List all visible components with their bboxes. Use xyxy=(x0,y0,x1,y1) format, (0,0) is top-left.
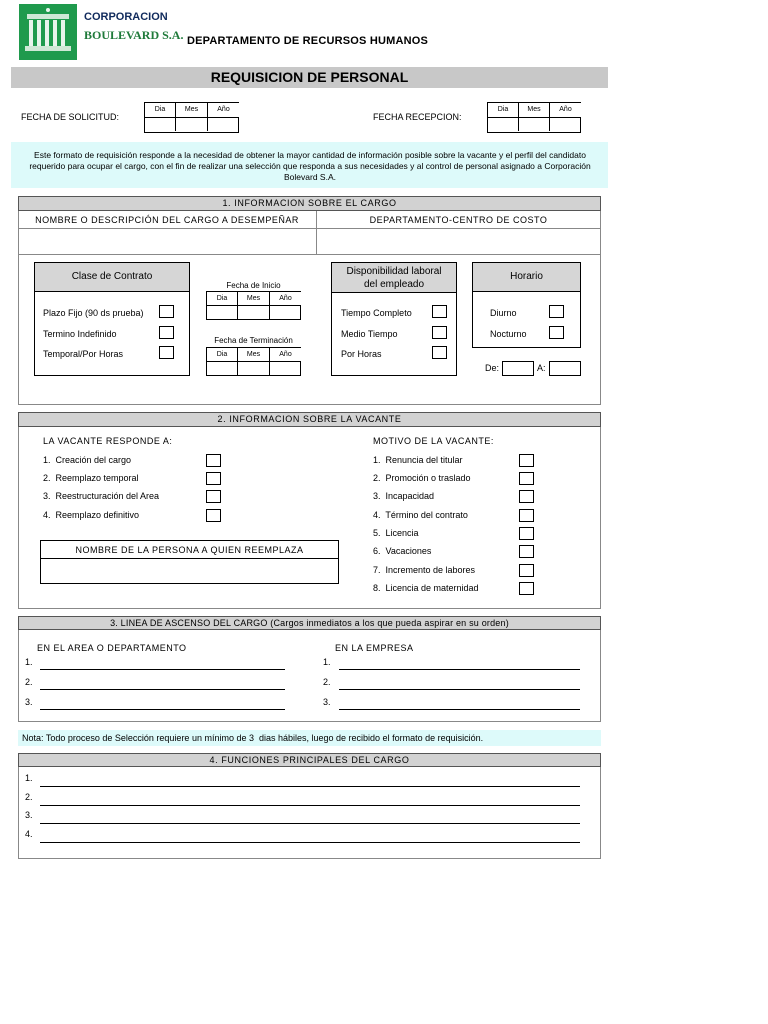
request-date-label: FECHA DE SOLICITUD: xyxy=(21,112,120,122)
function-line-3[interactable] xyxy=(40,823,580,824)
function-line-4[interactable] xyxy=(40,842,580,843)
section1-header: 1. INFORMACION SOBRE EL CARGO xyxy=(18,196,601,211)
function-number-3: 3. xyxy=(25,810,33,820)
start-day-cell[interactable] xyxy=(207,305,238,319)
contract-type-title: Clase de Contrato xyxy=(35,263,189,292)
reception-date-label: FECHA RECEPCION: xyxy=(373,112,462,122)
company-ladder-number-3: 3. xyxy=(323,697,331,707)
reason-option-7-checkbox[interactable] xyxy=(519,564,534,577)
end-day-cell[interactable] xyxy=(207,361,238,375)
reason-option-1: 1. Renuncia del titular xyxy=(373,455,463,465)
reception-day-cell[interactable] xyxy=(488,117,519,131)
area-ladder-number-3: 3. xyxy=(25,697,33,707)
start-month-header: Mes xyxy=(238,292,270,305)
availability-option-3-checkbox[interactable] xyxy=(432,346,447,359)
reception-month-cell[interactable] xyxy=(519,117,550,131)
end-year-cell[interactable] xyxy=(270,361,301,375)
section4-header: 4. FUNCIONES PRINCIPALES DEL CARGO xyxy=(18,753,601,767)
contract-option-3: Temporal/Por Horas xyxy=(43,349,124,359)
company-name-line2: BOULEVARD S.A. xyxy=(84,28,184,42)
availability-option-1: Tiempo Completo xyxy=(341,308,412,318)
reason-option-4-checkbox[interactable] xyxy=(519,509,534,522)
end-year-header: Año xyxy=(270,348,301,361)
reason-option-6-checkbox[interactable] xyxy=(519,545,534,558)
area-ladder-line-3[interactable] xyxy=(40,709,285,710)
responds-option-3-checkbox[interactable] xyxy=(206,490,221,503)
company-name-line1: CORPORACION xyxy=(84,11,168,23)
schedule-title: Horario xyxy=(473,263,580,292)
responds-option-3: 3. Reestructuración del Area xyxy=(43,491,160,501)
start-date-grid[interactable] xyxy=(206,291,301,320)
request-day-cell[interactable] xyxy=(145,117,176,131)
availability-title-line1: Disponibilidad laboral xyxy=(346,266,442,277)
reason-option-3-checkbox[interactable] xyxy=(519,490,534,503)
request-year-cell[interactable] xyxy=(208,117,239,131)
schedule-from-input[interactable] xyxy=(502,361,534,376)
company-ladder-line-1[interactable] xyxy=(339,669,580,670)
section2-header: 2. INFORMACION SOBRE LA VACANTE xyxy=(18,412,601,427)
reason-option-2-checkbox[interactable] xyxy=(519,472,534,485)
reason-option-4: 4. Término del contrato xyxy=(373,510,468,520)
responds-option-4: 4. Reemplazo definitivo xyxy=(43,510,140,520)
reason-option-6: 6. Vacaciones xyxy=(373,546,432,556)
section3-header: 3. LINEA DE ASCENSO DEL CARGO (Cargos inmediatos a los que pueda aspirar en su orden) xyxy=(18,616,601,630)
intro-text: Este formato de requisición responde a la necesidad de obtener la mayor cantidad de información posible sobre la vacante y el perfil del candidato requerido para ocupar el cargo, con el fin de realizar una selección que responda a sus necesidades y al control de personal asignado a Corporación Bolevard S.A. xyxy=(29,150,591,182)
replaced-person-label: NOMBRE DE LA PERSONA A QUIEN REEMPLAZA xyxy=(75,545,304,555)
company-logo xyxy=(19,4,77,60)
area-ladder-line-2[interactable] xyxy=(40,689,285,690)
company-ladder-line-2[interactable] xyxy=(339,689,580,690)
section1-divider-bottom xyxy=(18,254,601,255)
responds-option-4-checkbox[interactable] xyxy=(206,509,221,522)
area-ladder-number-1: 1. xyxy=(25,657,33,667)
schedule-option-2-checkbox[interactable] xyxy=(549,326,564,339)
reason-option-7: 7. Incremento de labores xyxy=(373,565,476,575)
responds-option-1: 1. Creación del cargo xyxy=(43,455,132,465)
start-year-header: Año xyxy=(270,292,301,305)
responds-option-1-checkbox[interactable] xyxy=(206,454,221,467)
reception-day-header: Dia xyxy=(488,103,519,117)
end-day-header: Dia xyxy=(207,348,238,361)
position-input[interactable] xyxy=(19,229,315,253)
form-title: REQUISICION DE PERSONAL xyxy=(210,69,409,85)
request-month-header: Mes xyxy=(176,103,208,117)
reason-option-5: 5. Licencia xyxy=(373,528,419,538)
schedule-option-1-checkbox[interactable] xyxy=(549,305,564,318)
company-ladder-label: EN LA EMPRESA xyxy=(335,643,414,653)
schedule-option-1: Diurno xyxy=(490,308,517,318)
start-day-header: Dia xyxy=(207,292,238,305)
function-line-1[interactable] xyxy=(40,786,580,787)
area-ladder-label: EN EL AREA O DEPARTAMENTO xyxy=(37,643,187,653)
reason-option-8: 8. Licencia de maternidad xyxy=(373,583,479,593)
contract-option-1: Plazo Fijo (90 ds prueba) xyxy=(43,308,144,318)
position-column-label: NOMBRE O DESCRIPCIÓN DEL CARGO A DESEMPEÑAR xyxy=(35,215,299,225)
end-date-grid[interactable] xyxy=(206,347,301,376)
availability-option-2-checkbox[interactable] xyxy=(432,326,447,339)
area-ladder-number-2: 2. xyxy=(25,677,33,687)
function-line-2[interactable] xyxy=(40,805,580,806)
schedule-to-input[interactable] xyxy=(549,361,581,376)
start-year-cell[interactable] xyxy=(270,305,301,319)
contract-option-2-checkbox[interactable] xyxy=(159,326,174,339)
reason-option-1-checkbox[interactable] xyxy=(519,454,534,467)
company-ladder-number-2: 2. xyxy=(323,677,331,687)
request-month-cell[interactable] xyxy=(176,117,208,131)
function-number-4: 4. xyxy=(25,829,33,839)
reason-option-8-checkbox[interactable] xyxy=(519,582,534,595)
availability-option-2: Medio Tiempo xyxy=(341,329,398,339)
vacancy-responds-label: LA VACANTE RESPONDE A: xyxy=(43,436,173,446)
contract-option-3-checkbox[interactable] xyxy=(159,346,174,359)
company-ladder-line-3[interactable] xyxy=(339,709,580,710)
department-column-label: DEPARTAMENTO-CENTRO DE COSTO xyxy=(369,215,548,225)
reason-option-2: 2. Promoción o traslado xyxy=(373,473,471,483)
schedule-option-2: Nocturno xyxy=(490,329,527,339)
department-input[interactable] xyxy=(317,229,600,253)
reception-date-grid[interactable] xyxy=(487,102,581,133)
note-text: Nota: Todo proceso de Selección requiere un mínimo de 3 dias hábiles, luego de recibido el formato de requisición. xyxy=(22,733,484,743)
end-month-header: Mes xyxy=(238,348,270,361)
contract-option-1-checkbox[interactable] xyxy=(159,305,174,318)
section4-frame xyxy=(18,753,601,859)
availability-title xyxy=(332,263,456,293)
end-month-cell[interactable] xyxy=(238,361,270,375)
area-ladder-line-1[interactable] xyxy=(40,669,285,670)
responds-option-2: 2. Reemplazo temporal xyxy=(43,473,139,483)
company-ladder-number-1: 1. xyxy=(323,657,331,667)
request-date-grid[interactable] xyxy=(144,102,239,133)
availability-title-line2: del empleado xyxy=(363,279,425,290)
start-date-label: Fecha de Inicio xyxy=(226,281,281,290)
availability-option-1-checkbox[interactable] xyxy=(432,305,447,318)
reception-month-header: Mes xyxy=(519,103,550,117)
responds-option-2-checkbox[interactable] xyxy=(206,472,221,485)
replaced-person-input[interactable] xyxy=(41,559,338,583)
function-number-2: 2. xyxy=(25,792,33,802)
reason-option-5-checkbox[interactable] xyxy=(519,527,534,540)
vacancy-reason-label: MOTIVO DE LA VACANTE: xyxy=(373,436,494,446)
availability-option-3: Por Horas xyxy=(341,349,382,359)
function-number-1: 1. xyxy=(25,773,33,783)
department-heading: DEPARTAMENTO DE RECURSOS HUMANOS xyxy=(187,35,429,47)
request-day-header: Dia xyxy=(145,103,176,117)
request-year-header: Año xyxy=(208,103,239,117)
start-month-cell[interactable] xyxy=(238,305,270,319)
schedule-from-label: De: xyxy=(485,363,500,373)
schedule-to-label: A: xyxy=(537,363,546,373)
reception-year-header: Año xyxy=(550,103,581,117)
reason-option-3: 3. Incapacidad xyxy=(373,491,435,501)
reception-year-cell[interactable] xyxy=(550,117,581,131)
contract-option-2: Termino Indefinido xyxy=(43,329,117,339)
end-date-label: Fecha de Terminación xyxy=(214,336,293,345)
